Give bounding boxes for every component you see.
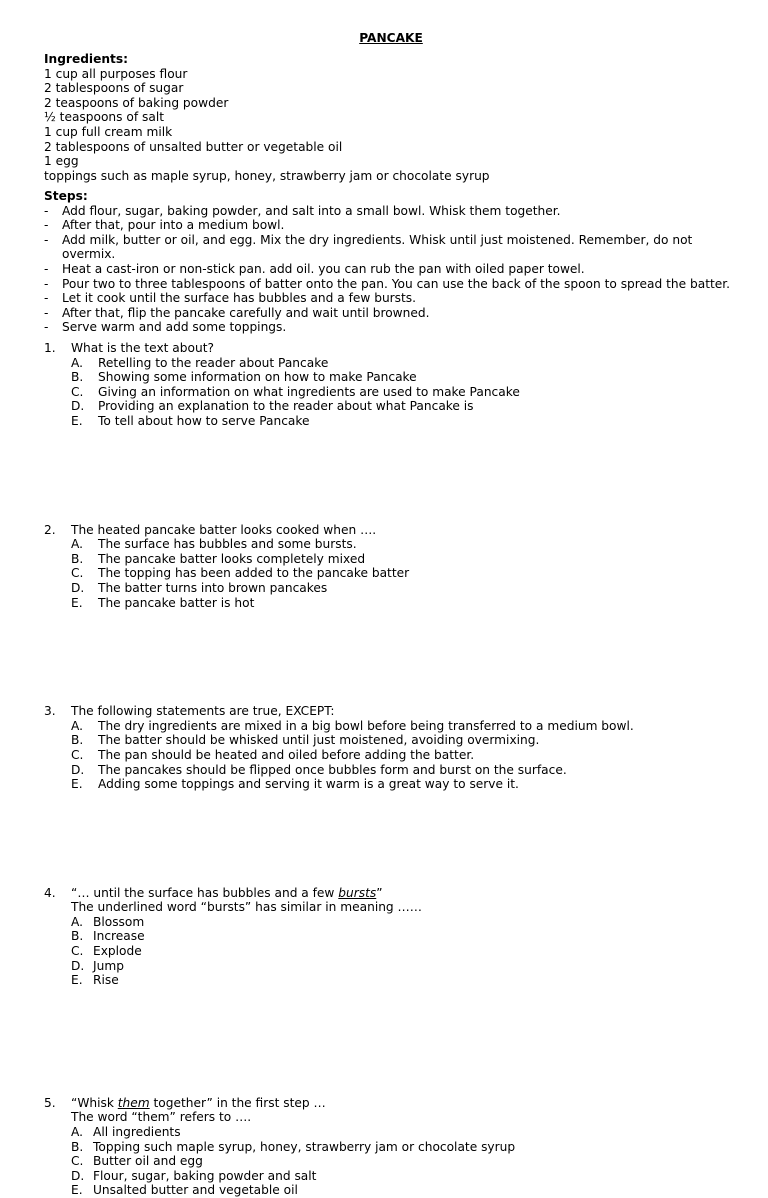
- option-letter: D.: [71, 958, 85, 973]
- option-letter: C.: [71, 747, 84, 762]
- option-text: The dry ingredients are mixed in a big bowl before being transferred to a medium bowl.: [98, 718, 634, 733]
- answer-option: [71, 929, 768, 944]
- option-text: To tell about how to serve Pancake: [98, 413, 310, 428]
- step-item: [44, 218, 754, 233]
- ingredient-item: 2 tablespoons of unsalted butter or vegetable oil: [44, 139, 343, 154]
- option-letter: E.: [71, 595, 83, 610]
- answer-option: [71, 370, 768, 385]
- ingredient-item: 1 egg: [44, 154, 79, 169]
- answer-option: [71, 385, 768, 400]
- answer-option: [71, 537, 768, 552]
- step-item: [44, 262, 754, 277]
- document-title: PANCAKE: [359, 31, 423, 45]
- question-text: The heated pancake batter looks cooked when ….: [71, 522, 377, 537]
- answer-option: [71, 414, 768, 429]
- option-text: Jump: [93, 958, 124, 973]
- option-letter: A.: [71, 718, 83, 733]
- ingredient-item: 1 cup all purposes flour: [44, 66, 188, 81]
- step-text: Add flour, sugar, baking powder, and salt into a small bowl. Whisk them together.: [62, 203, 561, 218]
- step-item: [44, 233, 742, 262]
- underlined-word: bursts: [338, 885, 377, 900]
- ingredient-item: ½ teaspoons of salt: [44, 110, 164, 125]
- ingredient-item: 2 teaspoons of baking powder: [44, 95, 229, 110]
- option-letter: C.: [71, 1154, 84, 1169]
- answer-option: [71, 1183, 768, 1198]
- option-text: The pancakes should be flipped once bubbles form and burst on the surface.: [98, 762, 567, 777]
- option-text: Adding some toppings and serving it warm is a great way to serve it.: [98, 777, 519, 792]
- option-letter: A.: [71, 1125, 83, 1140]
- option-text: The pancake batter looks completely mixed: [98, 551, 366, 566]
- step-bullet: -: [44, 291, 49, 306]
- step-bullet: -: [44, 261, 49, 276]
- option-text: Showing some information on how to make Pancake: [98, 370, 417, 385]
- answer-option: [71, 777, 768, 792]
- option-text: Topping such maple syrup, honey, strawberry jam or chocolate syrup: [93, 1139, 516, 1154]
- option-text: The batter turns into brown pancakes: [98, 580, 328, 595]
- option-letter: D.: [71, 762, 85, 777]
- answer-option: [71, 733, 768, 748]
- option-text: Blossom: [93, 914, 145, 929]
- option-letter: D.: [71, 580, 85, 595]
- step-bullet: -: [44, 203, 49, 218]
- answer-option: [71, 973, 768, 988]
- option-letter: C.: [71, 384, 84, 399]
- option-letter: B.: [71, 1139, 84, 1154]
- step-text: After that, flip the pancake carefully and wait until browned.: [62, 305, 430, 320]
- answer-option: [71, 1169, 768, 1184]
- ingredient-item: 1 cup full cream milk: [44, 124, 173, 139]
- option-letter: E.: [71, 973, 83, 988]
- answer-option: [71, 719, 768, 734]
- question-text: The following statements are true, EXCEPT:: [71, 704, 335, 719]
- ingredients-section: [44, 52, 754, 183]
- question-quote: [71, 886, 768, 901]
- option-letter: A.: [71, 914, 83, 929]
- answer-option: [71, 566, 768, 581]
- step-text: Serve warm and add some toppings.: [62, 320, 287, 335]
- option-text: All ingredients: [93, 1125, 181, 1140]
- option-letter: B.: [71, 929, 84, 944]
- option-letter: D.: [71, 1168, 85, 1183]
- question-3: [44, 704, 768, 792]
- option-letter: B.: [71, 551, 84, 566]
- option-text: The pancake batter is hot: [98, 595, 255, 610]
- step-bullet: -: [44, 276, 49, 291]
- step-item: [44, 277, 754, 292]
- option-text: Rise: [93, 973, 119, 988]
- option-text: Retelling to the reader about Pancake: [98, 355, 329, 370]
- step-bullet: -: [44, 218, 49, 233]
- step-text: Pour two to three tablespoons of batter onto the pan. You can use the back of the spoon to spread the batter.: [62, 276, 731, 291]
- answer-option: [71, 1154, 768, 1169]
- answer-option: [71, 356, 768, 371]
- answer-option: [71, 959, 768, 974]
- question-number: 3.: [44, 704, 56, 719]
- step-item: [44, 306, 754, 321]
- question-5: [44, 1096, 768, 1198]
- option-text: Flour, sugar, baking powder and salt: [93, 1168, 317, 1183]
- option-letter: C.: [71, 566, 84, 581]
- question-1: [44, 341, 768, 429]
- question-4: [44, 886, 768, 988]
- option-letter: E.: [71, 413, 83, 428]
- option-text: Unsalted butter and vegetable oil: [93, 1183, 298, 1198]
- option-text: The batter should be whisked until just moistened, avoiding overmixing.: [98, 733, 540, 748]
- option-text: Increase: [93, 929, 145, 944]
- answer-option: [71, 581, 768, 596]
- answer-option: [71, 915, 768, 930]
- answer-option: [71, 1125, 768, 1140]
- step-text: Let it cook until the surface has bubbles and a few bursts.: [62, 291, 417, 306]
- quote-before: “… until the surface has bubbles and a few: [71, 885, 339, 900]
- option-text: The surface has bubbles and some bursts.: [98, 537, 357, 552]
- quote-after: ”: [376, 885, 383, 900]
- step-item: [44, 204, 754, 219]
- option-letter: B.: [71, 733, 84, 748]
- option-letter: B.: [71, 370, 84, 385]
- option-text: Explode: [93, 944, 142, 959]
- step-text: After that, pour into a medium bowl.: [62, 218, 285, 233]
- option-letter: E.: [71, 777, 83, 792]
- question-number: 5.: [44, 1095, 56, 1110]
- ingredient-item: toppings such as maple syrup, honey, strawberry jam or chocolate syrup: [44, 168, 490, 183]
- option-text: The pan should be heated and oiled before adding the batter.: [98, 747, 475, 762]
- option-letter: A.: [71, 355, 83, 370]
- steps-heading: Steps:: [44, 189, 88, 203]
- question-number: 2.: [44, 522, 56, 537]
- question-2: [44, 523, 768, 611]
- answer-option: [71, 763, 768, 778]
- answer-option: [71, 944, 768, 959]
- step-item: [44, 291, 754, 306]
- option-text: Butter oil and egg: [93, 1154, 203, 1169]
- step-bullet: -: [44, 320, 49, 335]
- option-letter: E.: [71, 1183, 83, 1198]
- answer-option: [71, 748, 768, 763]
- option-text: The topping has been added to the pancake batter: [98, 566, 410, 581]
- steps-section: [44, 189, 754, 335]
- answer-option: [71, 596, 768, 611]
- option-letter: C.: [71, 944, 84, 959]
- answer-option: [71, 552, 768, 567]
- option-letter: A.: [71, 537, 83, 552]
- quote-after: together” in the first step …: [149, 1095, 326, 1110]
- question-text: The underlined word “bursts” has similar in meaning ……: [71, 900, 422, 915]
- ingredients-heading: Ingredients:: [44, 52, 129, 66]
- quote-before: “Whisk: [71, 1095, 118, 1110]
- question-number: 4.: [44, 885, 56, 900]
- option-letter: D.: [71, 399, 85, 414]
- step-text: Heat a cast-iron or non-stick pan. add oil. you can rub the pan with oiled paper towel.: [62, 261, 585, 276]
- ingredient-item: 2 tablespoons of sugar: [44, 81, 184, 96]
- question-text: What is the text about?: [71, 341, 214, 355]
- underlined-word: them: [117, 1095, 150, 1110]
- step-bullet: -: [44, 305, 49, 320]
- step-bullet: -: [44, 232, 49, 247]
- question-quote: [71, 1096, 768, 1111]
- step-text: Add milk, butter or oil, and egg. Mix the dry ingredients. Whisk until just moistened. Remember, do not overmix.: [62, 232, 693, 262]
- question-text: The word “them” refers to ….: [71, 1110, 252, 1125]
- option-text: Giving an information on what ingredients are used to make Pancake: [98, 384, 520, 399]
- answer-option: [71, 399, 768, 414]
- answer-option: [71, 1140, 768, 1155]
- step-item: [44, 320, 754, 335]
- question-number: 1.: [44, 341, 56, 355]
- option-text: Providing an explanation to the reader about what Pancake is: [98, 399, 474, 414]
